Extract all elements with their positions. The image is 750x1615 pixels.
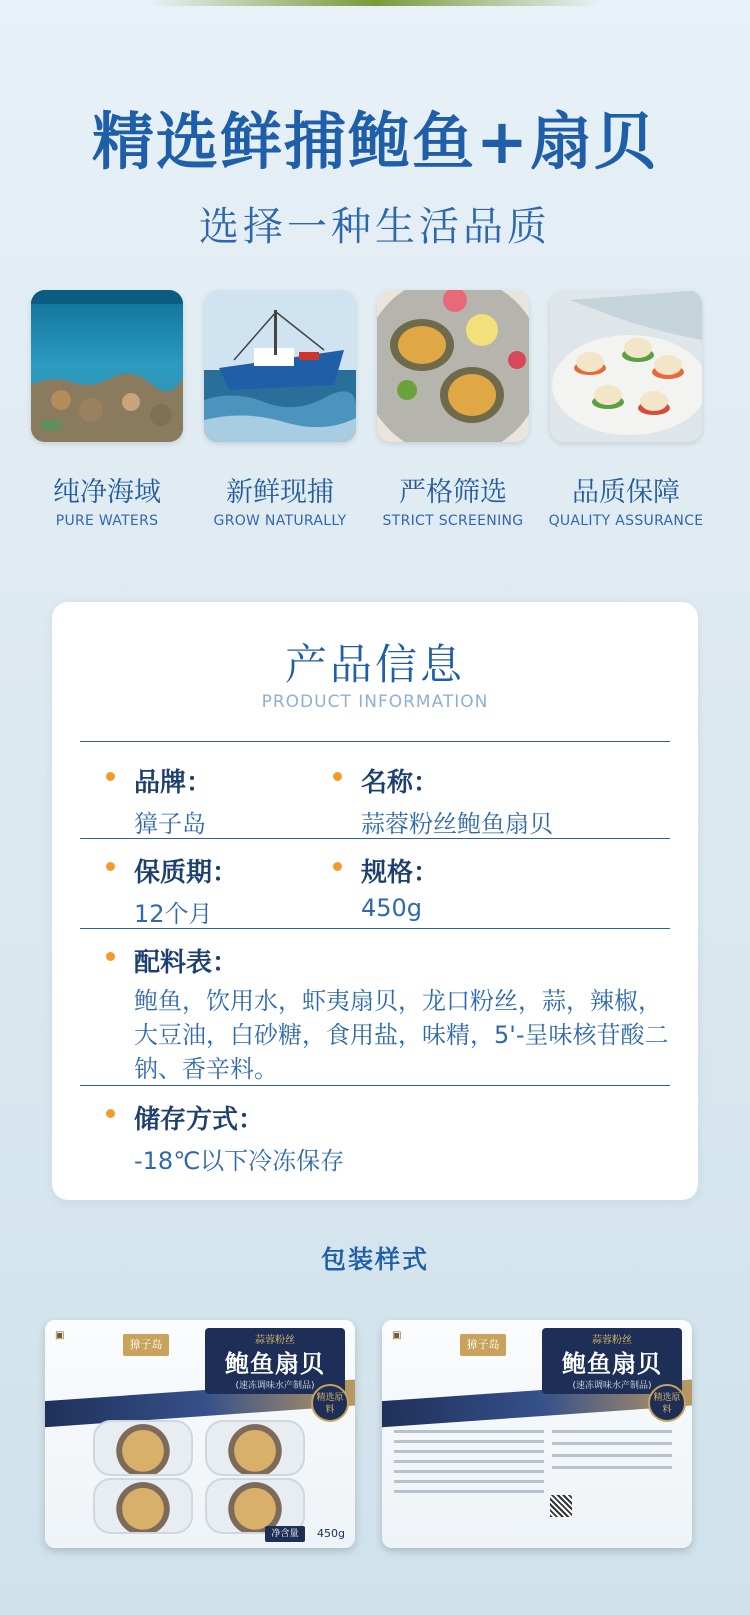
fishing-boat-photo — [204, 290, 356, 442]
brand-logo-icon: ▣ — [392, 1330, 402, 1341]
feature-grow-naturally — [196, 290, 364, 529]
package-bag — [45, 1320, 355, 1548]
brand-logo-icon: ▣ — [55, 1330, 65, 1341]
label-text-block — [394, 1470, 544, 1473]
scallop-dish-photo — [550, 290, 702, 442]
page-subtitle: 选择一种生活品质 — [199, 204, 551, 250]
food-tray — [93, 1478, 193, 1534]
divider — [80, 1085, 670, 1086]
feature-quality-assurance — [542, 290, 710, 529]
package-name: 鲍鱼扇贝 — [225, 1350, 325, 1378]
quality-badge: 精选原料 — [648, 1384, 686, 1422]
field-label: 配料表： — [134, 948, 239, 978]
bullet-dot — [106, 772, 115, 781]
divider — [80, 928, 670, 929]
label-text-block — [394, 1440, 544, 1443]
field-value: 鲍鱼，饮用水，虾夷扇贝，龙口粉丝，蒜，辣椒，大豆油，白砂糖，食用盐，味精，5'-呈味核苷酸二钠、香辛料。 — [134, 987, 669, 1083]
field-value: 450g — [361, 894, 423, 922]
net-weight-value: 450g — [317, 1527, 345, 1540]
brand-name: 獐子岛 — [460, 1334, 506, 1356]
feature-label: 纯净海域 — [53, 477, 161, 508]
package-name: 鲍鱼扇贝 — [562, 1350, 662, 1378]
bullet-dot — [106, 1109, 115, 1118]
feature-label: 品质保障 — [572, 477, 680, 508]
page-title: 精选鲜捕鲍鱼+扇贝 — [92, 105, 658, 178]
label-text-block — [394, 1480, 544, 1483]
feature-pure-waters — [23, 290, 191, 529]
field-label: 储存方式： — [134, 1105, 265, 1135]
packaging-title: 包装样式 — [320, 1245, 429, 1274]
net-weight-label: 净含量 — [265, 1526, 305, 1542]
feature-label: 严格筛选 — [399, 477, 507, 508]
product-info-title: 产品信息 — [284, 640, 465, 689]
brand-name: 獐子岛 — [123, 1334, 169, 1356]
nutrition-table — [552, 1466, 672, 1469]
field-label: 保质期： — [134, 858, 239, 888]
package-front-image — [45, 1320, 355, 1548]
label-text-block — [394, 1460, 544, 1463]
product-info-subtitle: PRODUCT INFORMATION — [261, 692, 489, 712]
package-bag — [382, 1320, 692, 1548]
bullet-dot — [333, 862, 342, 871]
label-text-block — [394, 1430, 544, 1433]
divider — [80, 838, 670, 839]
bullet-dot — [106, 952, 115, 961]
abalone-dish-photo — [377, 290, 529, 442]
field-label: 规格： — [361, 858, 440, 888]
product-info-card — [52, 602, 698, 1200]
field-value: 獐子岛 — [134, 810, 206, 838]
feature-label-en: STRICT SCREENING — [382, 513, 524, 529]
quality-badge: 精选原料 — [311, 1384, 349, 1422]
feature-row — [0, 290, 750, 530]
qr-code-icon — [550, 1495, 572, 1517]
field-value: -18℃以下冷冻保存 — [134, 1147, 345, 1175]
package-type: (速冻调味水产制品) — [572, 1381, 652, 1391]
package-type: (速冻调味水产制品) — [235, 1381, 315, 1391]
field-label: 品牌： — [134, 768, 213, 798]
bullet-dot — [333, 772, 342, 781]
food-tray — [205, 1420, 305, 1476]
feature-strict-screening — [369, 290, 537, 529]
feature-label-en: PURE WATERS — [55, 513, 159, 529]
divider — [80, 741, 670, 742]
feature-label-en: GROW NATURALLY — [213, 513, 347, 529]
food-tray — [93, 1420, 193, 1476]
label-text-block — [394, 1490, 544, 1493]
package-tag: 蒜蓉粉丝 — [255, 1335, 295, 1346]
feature-label-en: QUALITY ASSURANCE — [548, 513, 704, 529]
bullet-dot — [106, 862, 115, 871]
label-text-block — [394, 1450, 544, 1453]
nutrition-table — [552, 1430, 672, 1433]
field-label: 名称： — [361, 768, 440, 798]
field-value: 12个月 — [134, 900, 213, 928]
nutrition-table — [552, 1442, 672, 1445]
field-value: 蒜蓉粉丝鲍鱼扇贝 — [361, 810, 553, 838]
top-decoration-strip — [0, 0, 750, 6]
package-back-image — [382, 1320, 692, 1548]
feature-label: 新鲜现捕 — [226, 477, 334, 508]
package-tag: 蒜蓉粉丝 — [592, 1335, 632, 1346]
nutrition-table — [552, 1454, 672, 1457]
ocean-photo — [31, 290, 183, 442]
